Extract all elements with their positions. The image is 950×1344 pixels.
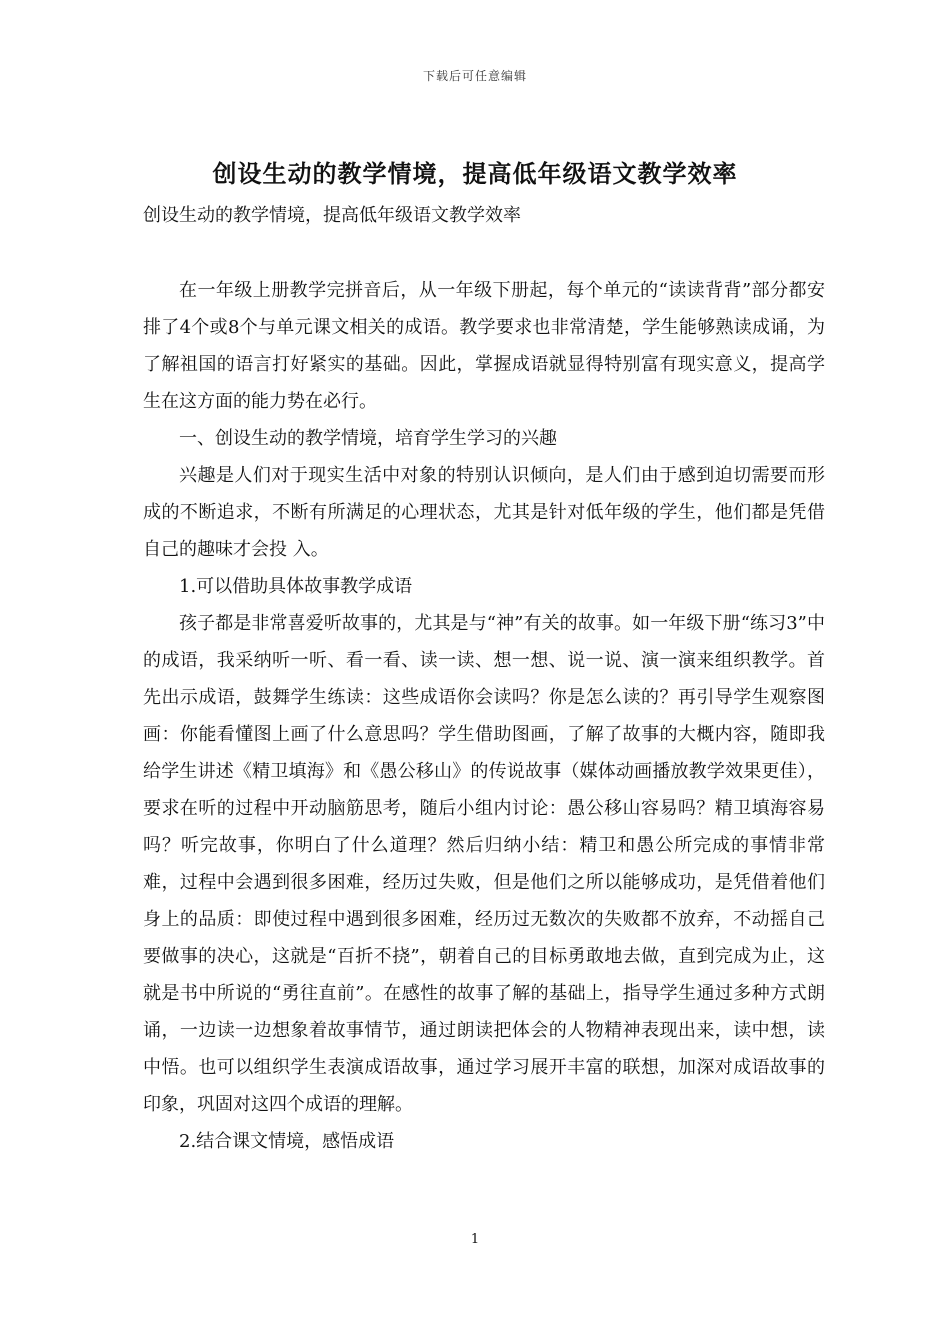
section-heading: 一、创设生动的教学情境，培育学生学习的兴趣 [179, 428, 557, 449]
subsection-heading: 1.可以借助具体故事教学成语 [179, 576, 413, 597]
page-number: 1 [470, 1232, 480, 1247]
body-paragraph: 孩子都是非常喜爱听故事的，尤其是与“神”有关的故事。如一年级下册“练习3”中的成语，我采纳听一听、看一看、读一读、想一想、说一说、演一演来组织教学。首先出示成语，鼓舞学生练读：这些成语你会读吗？你是怎么读的？再引导学生观察图画：你能看懂图上画了什么意思吗？学生借助图画，了解了故事的大概内容，随即我给学生讲述《精卫填海》和《愚公移山》的传说故事（媒体动画播放教学效果更佳），要求在听的过程中开动脑筋思考，随后小组内讨论：愚公移山容易吗？精卫填海容易吗？听完故事，你明白了什么道理？然后归纳小结：精卫和愚公所完成的事情非常难，过程中会遇到很多困难，经历过失败，但是他们之所以能够成功，是凭借着他们身上的品质：即使过程中遇到很多困难，经历过无数次的失败都不放弃，不动摇自己要做事的决心，这就是“百折不挠”，朝着自己的目标勇敢地去做，直到完成为止，这就是书中所说的“勇往直前”。在感性的故事了解的基础上，指导学生通过多种方式朗诵，一边读一边想象着故事情节，通过朗读把体会的人物精神表现出来，读中想，读中悟。也可以组织学生表演成语故事，通过学习展开丰富的联想，加深对成语故事的印象，巩固对这四个成语的理解。 [143, 613, 825, 1115]
document-subtitle: 创设生动的教学情境，提高低年级语文教学效率 [143, 205, 521, 226]
subsection-heading: 2.结合课文情境，感悟成语 [179, 1131, 395, 1152]
document-body [143, 272, 825, 1160]
body-paragraph: 在一年级上册教学完拼音后，从一年级下册起，每个单元的“读读背背”部分都安排了4个或8个与单元课文相关的成语。教学要求也非常清楚，学生能够熟读成诵，为了解祖国的语言打好紧实的基础。因此，掌握成语就显得特别富有现实意义，提高学生在这方面的能力势在必行。 [143, 280, 825, 412]
header-note: 下载后可任意编辑 [422, 69, 527, 83]
document-title: 创设生动的教学情境，提高低年级语文教学效率 [212, 159, 738, 188]
body-paragraph: 兴趣是人们对于现实生活中对象的特别认识倾向，是人们由于感到迫切需要而形成的不断追求，不断有所满足的心理状态，尤其是针对低年级的学生，他们都是凭借自己的趣味才会投 入。 [143, 465, 825, 560]
